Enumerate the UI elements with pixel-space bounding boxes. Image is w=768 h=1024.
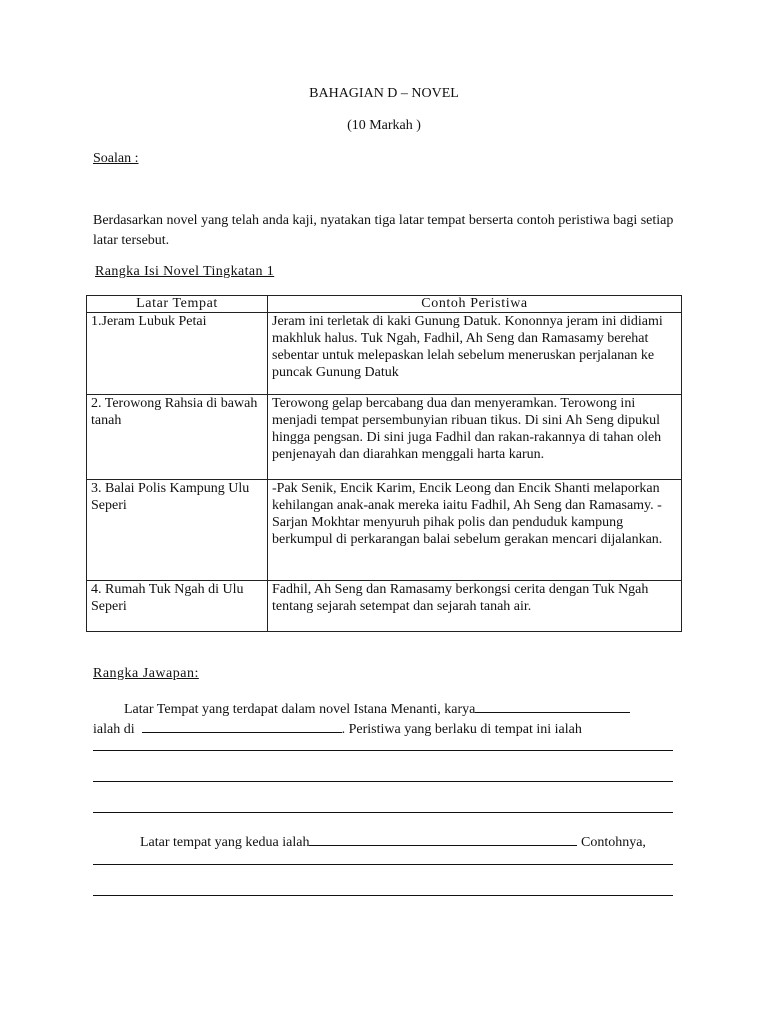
- answer-line-3-end: Contohnya,: [580, 835, 646, 850]
- second-place-blank[interactable]: [309, 831, 577, 846]
- table-row: [87, 395, 682, 480]
- marks-label: (10 Markah ): [347, 118, 421, 133]
- question-text: Berdasarkan novel yang telah anda kaji, nyatakan tiga latar tempat berserta contoh peristiwa bagi setiap latar tersebut.: [93, 213, 674, 248]
- section-title: BAHAGIAN D – NOVEL: [309, 86, 459, 101]
- header-place: Latar Tempat: [87, 296, 268, 313]
- row-place: 2. Terowong Rahsia di bawah tanah: [87, 395, 268, 480]
- table-row: [87, 313, 682, 395]
- answer-blank-line[interactable]: [93, 864, 673, 865]
- author-blank[interactable]: [475, 698, 630, 713]
- place-blank[interactable]: [142, 718, 342, 733]
- answer-line-2-suffix: . Peristiwa yang berlaku di tempat ini ialah: [341, 722, 582, 737]
- answer-blank-line[interactable]: [93, 750, 673, 751]
- answer-blank-line[interactable]: [93, 812, 673, 813]
- row-place: 3. Balai Polis Kampung Ulu Seperi: [87, 480, 268, 581]
- row-event: Jeram ini terletak di kaki Gunung Datuk. Kononnya jeram ini didiami makhluk halus. Tuk Ngah, Fadhil, Ah Seng dan Ramasamy berehat sebentar untuk melepaskan lelah sebelum meneruskan perjalanan ke puncak Gunung Datuk: [268, 313, 682, 395]
- header-event: Contoh Peristiwa: [268, 296, 682, 313]
- table-header-row: [87, 296, 682, 313]
- table-row: [87, 581, 682, 632]
- outline-table: [86, 295, 682, 632]
- answer-line-2: [93, 718, 673, 738]
- answer-line-1-text: Latar Tempat yang terdapat dalam novel Istana Menanti, karya: [124, 702, 476, 717]
- table-row: [87, 480, 682, 581]
- answer-line-3: [140, 831, 674, 851]
- row-place: 4. Rumah Tuk Ngah di Ulu Seperi: [87, 581, 268, 632]
- row-place: 1.Jeram Lubuk Petai: [87, 313, 268, 395]
- question-label: Soalan :: [93, 151, 139, 166]
- answer-blank-line[interactable]: [93, 781, 673, 782]
- answer-blank-line[interactable]: [93, 895, 673, 896]
- row-event: Fadhil, Ah Seng dan Ramasamy berkongsi cerita dengan Tuk Ngah tentang sejarah setempat dan sejarah tanah air.: [268, 581, 682, 632]
- outline-title: Rangka Isi Novel Tingkatan 1: [95, 264, 275, 279]
- row-event: -Pak Senik, Encik Karim, Encik Leong dan Encik Shanti melaporkan kehilangan anak-anak mereka iaitu Fadhil, Ah Seng dan Ramasamy. - Sarjan Mokhtar menyuruh pihak polis dan penduduk kampung berkumpul di perkarangan balai sebelum gerakan mencari dijalankan.: [268, 480, 682, 581]
- row-event: Terowong gelap bercabang dua dan menyeramkan. Terowong ini menjadi tempat persembunyian ribuan tikus. Di sini Ah Seng dipukul hingga pengsan. Di sini juga Fadhil dan rakan-rakannya di tahan oleh penjenayah dan diarahkan menggali harta karun.: [268, 395, 682, 480]
- answer-line-1: [124, 698, 674, 718]
- answer-title: Rangka Jawapan:: [93, 666, 199, 681]
- answer-line-3-text: Latar tempat yang kedua ialah: [140, 835, 310, 850]
- answer-line-2-prefix: ialah di: [93, 722, 135, 737]
